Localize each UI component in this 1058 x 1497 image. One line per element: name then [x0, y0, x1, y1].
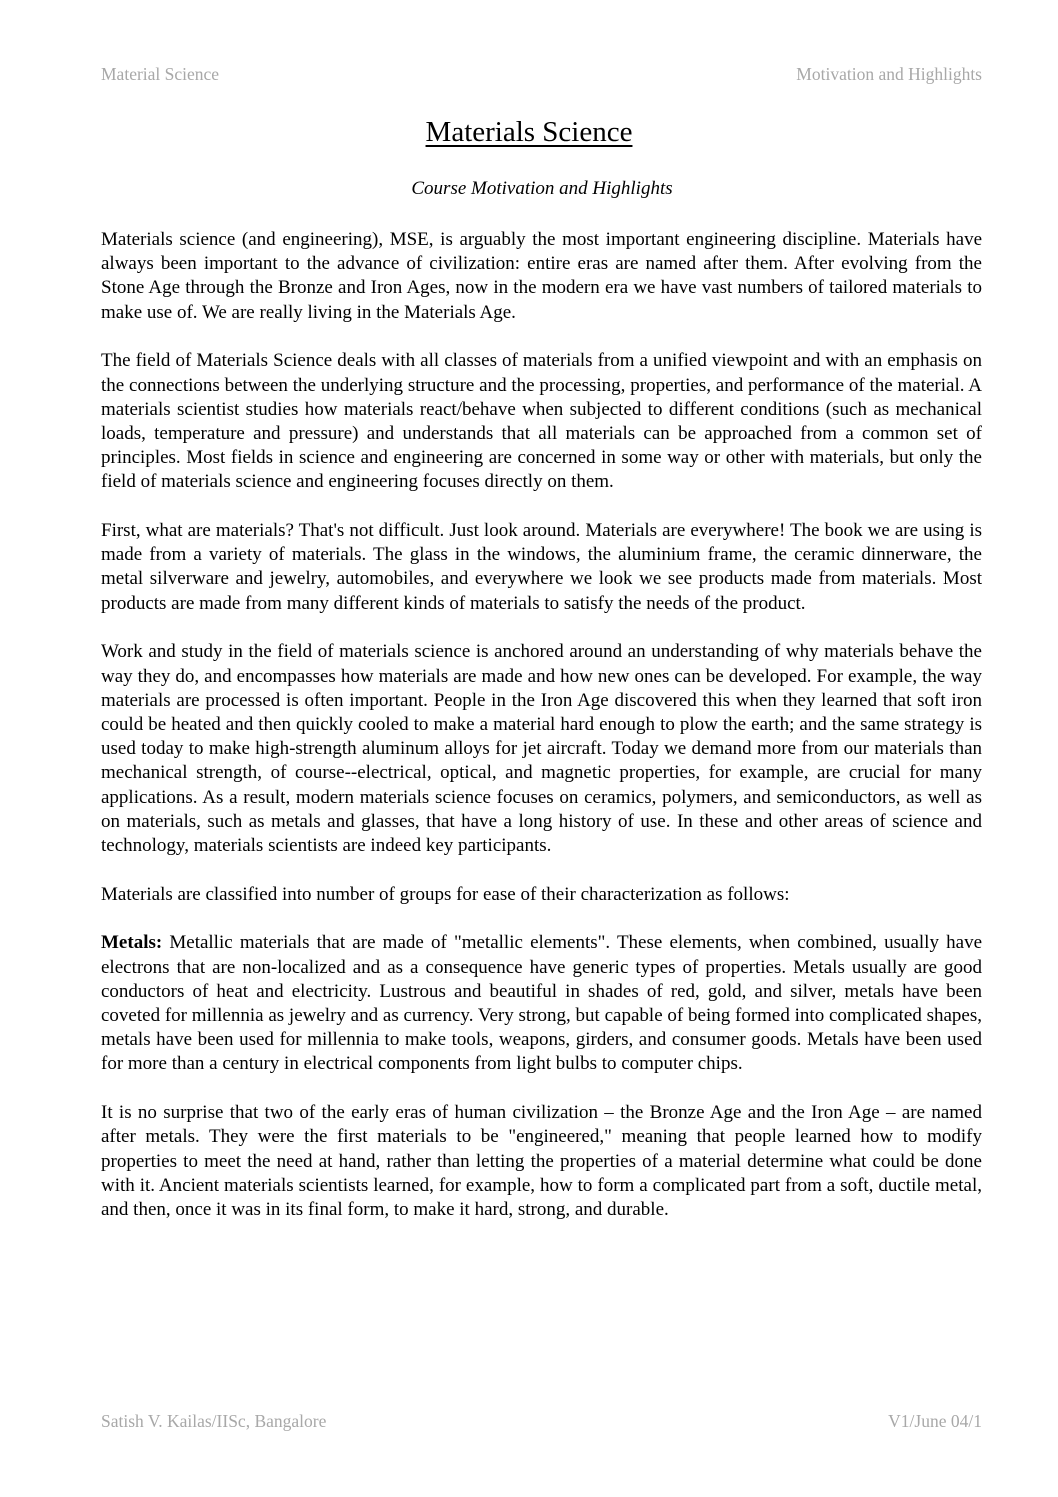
- footer-left-text: Satish V. Kailas/IISc, Bangalore: [101, 1411, 327, 1431]
- paragraph-early-eras: It is no surprise that two of the early eras of human civilization – the Bronze Age and the Iron Age – are named after metals. They were the first materials to be "engineered," meaning that people learned how to modify properties to meet the need at hand, rather than letting the properties of a material determine what could be done with it. Ancient materials scientists learned, for example, how to form a complicated part from a soft, ductile metal, and then, once it was in its final form, to make it hard, strong, and durable.: [101, 1102, 982, 1220]
- header-right-text: Motivation and Highlights: [796, 64, 982, 84]
- paragraph-work-and-study: Work and study in the field of materials science is anchored around an understanding of why materials behave the way they do, and encompasses how materials are made and how new ones can be developed. For example, the way materials are processed is often important. People in the Iron Age discovered this when they learned that soft iron could be heated and then quickly cooled to make a material hard enough to plow the earth; and the same strategy is used today to make high-strength aluminum alloys for jet aircraft. Today we demand more from our materials than mechanical strength, of course--electrical, optical, and magnetic properties, for example, are crucial for many applications. As a result, modern materials science focuses on ceramics, polymers, and semiconductors, as well as on materials, such as metals and glasses, that have a long history of use. In these and other areas of science and technology, materials scientists are indeed key participants.: [101, 641, 982, 856]
- paragraph-what-are-materials: First, what are materials? That's not difficult. Just look around. Materials are everywhere! The book we are using is made from a variety of materials. The glass in the windows, the aluminium frame, the ceramic dinnerware, the metal silverware and jewelry, automobiles, and everywhere we look we see products made from materials. Most products are made from many different kinds of materials to satisfy the needs of the product.: [101, 520, 982, 614]
- footer-right-text: V1/June 04/1: [888, 1411, 982, 1431]
- document-title: Materials Science: [425, 116, 633, 148]
- paragraph-metals: [101, 931, 982, 1076]
- header-left-text: Material Science: [101, 64, 220, 84]
- document-body: [101, 228, 982, 1222]
- paragraph-field: The field of Materials Science deals with all classes of materials from a unified viewpoint and with an emphasis on the connections between the underlying structure and the processing, properties, and performance of the material. A materials scientist studies how materials react/behave when subjected to different conditions (such as mechanical loads, temperature and pressure) and understands that all materials can be approached from a common set of principles. Most fields in science and engineering are concerned in some way or other with materials, but only the field of materials science and engineering focuses directly on them.: [101, 350, 982, 493]
- metals-description: Metallic materials that are made of "metallic elements". These elements, when combined, usually have electrons that are non-localized and as a consequence have generic types of properties. Metals usually are good conductors of heat and electricity. Lustrous and beautiful in shades of red, gold, and silver, metals have been coveted for millennia as jewelry and as currency. Very strong, but capable of being formed into complicated shapes, metals have been used for millennia to make tools, weapons, girders, and consumer goods. Metals have been used for more than a century in electrical components from light bulbs to computer chips.: [101, 932, 982, 1075]
- paragraph-intro: Materials science (and engineering), MSE, is arguably the most important engineering discipline. Materials have always been important to the advance of civilization: entire eras are named after them. After evolving from the Stone Age through the Bronze and Iron Ages, now in the modern era we have vast numbers of tailored materials to make use of. We are really living in the Materials Age.: [101, 229, 982, 323]
- metals-term: Metals:: [101, 932, 163, 954]
- paragraph-classification: Materials are classified into number of groups for ease of their characterization as follows:: [101, 883, 790, 905]
- running-header: [101, 64, 982, 85]
- running-footer: [101, 1411, 982, 1432]
- document-subtitle: Course Motivation and Highlights: [411, 178, 673, 199]
